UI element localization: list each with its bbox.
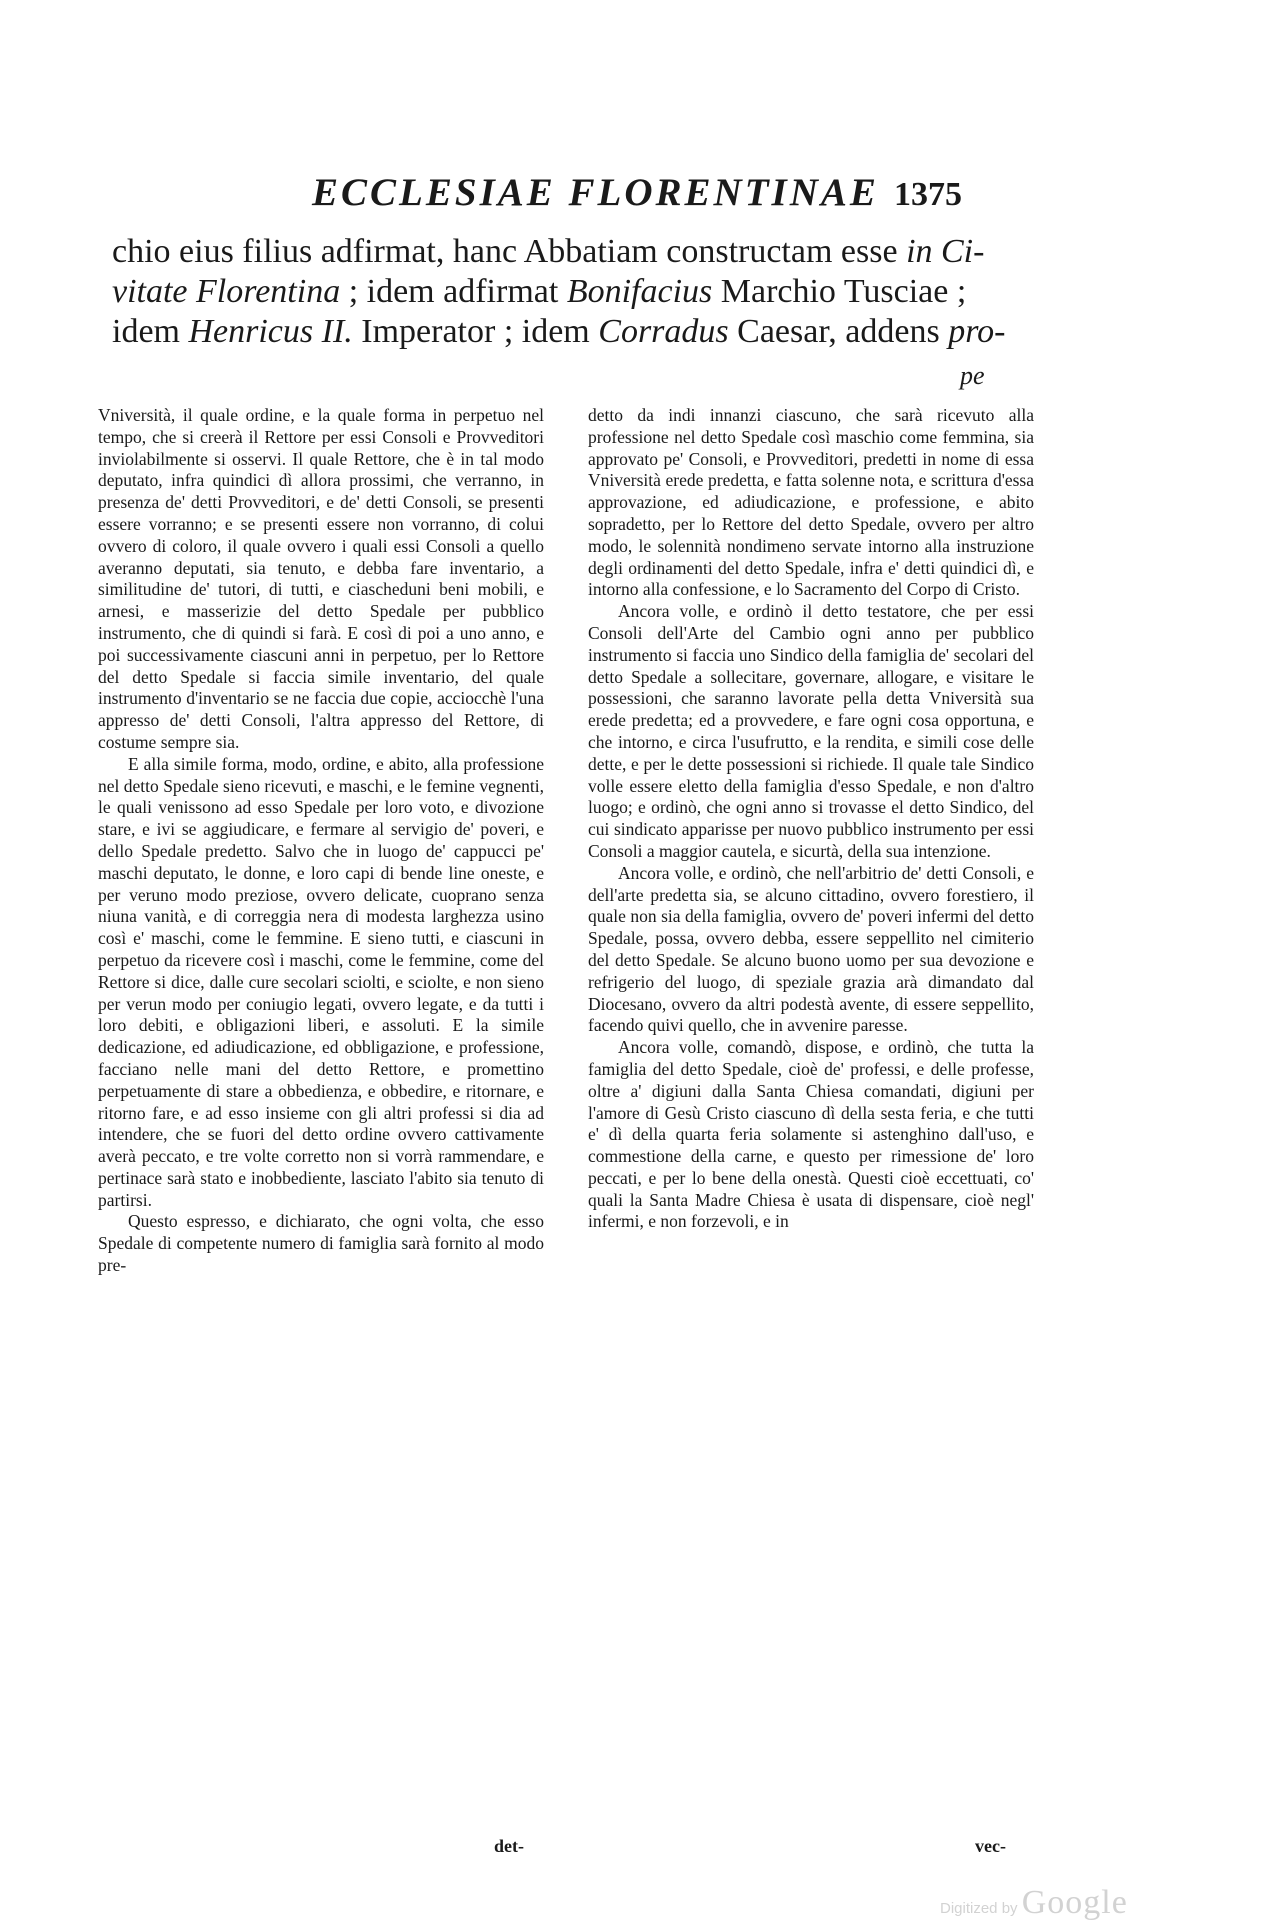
right-catchword: vec-	[975, 1836, 1006, 1856]
watermark-brand: Google	[1021, 1884, 1128, 1921]
right-column	[588, 405, 1034, 1233]
right-paragraph-2: Ancora volle, e ordinò il detto testatore, che per essi Consoli dell'Arte del Cambio ogni anno per pubblico instrumento si faccia uno Sindico della famiglia de' secolari del detto Spedale a sollecitare, governare, allogare, e visitare le possessioni, che saranno lavorate pella detta Vniversità sua erede predetta; ed a provvedere, e fare ogni cosa opportuna, e che intorno, e circa l'usufrutto, e la rendita, e simili cose delle dette, e per le dette possessioni si richiede. Il quale tale Sindico volle essere eletto della famiglia d'esso Spedale, e non d'altro luogo; e ordinò, che ogni anno si trovasse el detto Sindico, del cui sindicato apparisse per nuovo pubblico instrumento per essi Consoli a maggior cautela, e sicurtà, della sua intenzione.	[588, 601, 1034, 861]
latin-line-1: chio eius filius adfirmat, hanc Abbatiam constructam esse in Ci-	[112, 233, 985, 270]
latin-line-2: vitate Florentina ; idem adfirmat Bonifacius Marchio Tusciae ;	[112, 273, 967, 310]
left-column	[98, 405, 544, 1277]
left-paragraph-3: Questo espresso, e dichiarato, che ogni volta, che esso Spedale di competente numero di famiglia sarà fornito al modo pre-	[98, 1211, 544, 1276]
right-paragraph-4: Ancora volle, comandò, dispose, e ordinò, che tutta la famiglia del detto Spedale, cioè de' professi, e delle professe, oltre a' digiuni dalla Santa Chiesa comandati, digiuni per l'amore di Gesù Cristo ciascuno dì della sesta feria, e che tutti e' dì della quarta feria solamente si astenghino dall'uso, e commestione della carne, e questo per rimessione de' loro peccati, e per lo bene della onestà. Questi cioè eccettuati, co' quali la Santa Madre Chiesa è usata di dispensare, cioè negl' infermi, e non forzevoli, e in	[588, 1037, 1034, 1232]
latin-trailing-syllable: pe	[960, 361, 985, 390]
running-head: ECCLESIAE FLORENTINAE	[312, 171, 879, 214]
right-paragraph-1: detto da indi innanzi ciascuno, che sarà ricevuto alla professione nel detto Spedale così maschio come femmina, sia approvato pe' Consoli, e Provveditori, predetti in nome di essa Vniversità erede predetta, e fatta solenne nota, e scrittura d'essa approvazione, ed adiudicazione, e professione, e abito sopradetto, per lo Rettore del detto Spedale, ovvero per altro modo, le solennità nondimeno servate intorno alla instruzione degli ordinamenti del detto Spedale, infra e' detti quindici dì, e intorno alla confessione, e lo Sacramento del Corpo di Cristo.	[588, 405, 1034, 600]
left-catchword: det-	[494, 1836, 524, 1856]
watermark-prefix: Digitized by	[940, 1900, 1018, 1917]
page-number: 1375	[894, 176, 962, 213]
right-paragraph-3: Ancora volle, e ordinò, che nell'arbitrio de' detti Consoli, e dell'arte predetta sia, se alcuno cittadino, ovvero forestiero, il quale non sia della famiglia, ovvero de' poveri infermi del detto Spedale, possa, ovvero debba, essere seppellito nel cimiterio del detto Spedale. Se alcuno buono uomo per sua devozione e refrigerio del luogo, di speziale grazia arà dimandato dal Diocesano, ovvero da altri podestà avente, di essere seppellito, facendo quivi quello, che in avvenire paresse.	[588, 862, 1034, 1036]
latin-line-3: idem Henricus II. Imperator ; idem Corradus Caesar, addens pro-	[112, 313, 1006, 350]
left-paragraph-2: E alla simile forma, modo, ordine, e abito, alla professione nel detto Spedale sieno ricevuti, e maschi, e le femine vegnenti, le quali venissono ad esso Spedale per loro voto, e divozione stare, e ivi se aggiudicare, e fermare al servigio de' poveri, e dello Spedale predetto. Salvo che in luogo de' cappucci pe' maschi deputato, le donne, e loro capi di bende line oneste, e per veruno modo preziose, ovvero delicate, cuoprano senza niuna vanità, e di correggia nera di modesta larghezza usino così e' maschi, come le femmine. E sieno tutti, e ciascuni in perpetuo da ricevere così i maschi, come le femmine, come del Rettore si dice, dalle cure secolari sciolti, e sciolte, e non sieno per verun modo per coniugio legati, ovvero legate, e da tutti i loro debiti, e obligazioni liberi, e assoluti. E la simile dedicazione, ed adiudicazione, ed obbligazione, e professione, facciano nelle mani del detto Rettore, e promettino perpetuamente di stare a obbedienza, e obbedire, e ritornare, e ritorno fare, e ad esso insieme con gli altri professi si dia ad intendere, che se fuori del detto ordine ovvero cattivamente averà peccato, e tre volte corretto non si vorrà rammendare, e pertinace sarà stato e inobbediente, lasciato l'abito sia tenuto di partirsi.	[98, 753, 544, 1210]
left-paragraph-1: Vniversità, il quale ordine, e la quale forma in perpetuo nel tempo, che si creerà il Rettore per essi Consoli e Provveditori inviolabilmente si osservi. Il quale Rettore, che è in tal modo deputato, infra quindici dì allora prossimi, che verranno, in presenza de' detti Provveditori, e de' detti Consoli, se presenti essere vorranno; e se presenti essere non vorranno, di colui ovvero di coloro, il quale ovvero i quali essi Consoli a quello averanno deputati, sia tenuto, e debba fare inventario, a similitudine de' tutori, di tutti, e ciascheduni beni mobili, e arnesi, e masserizie del detto Spedale per pubblico instrumento, che di quindi si farà. E così di poi a uno anno, e poi successivamente ciascuni anni in perpetuo, per lo Rettore del detto Spedale si faccia simile inventario, del quale instrumento d'inventario se ne faccia due copie, acciocchè l'una appresso de' detti Consoli, l'altra appresso del Rettore, di costume sempre sia.	[98, 405, 544, 752]
latin-paragraph	[112, 232, 1012, 390]
digitization-watermark	[940, 1884, 1128, 1922]
